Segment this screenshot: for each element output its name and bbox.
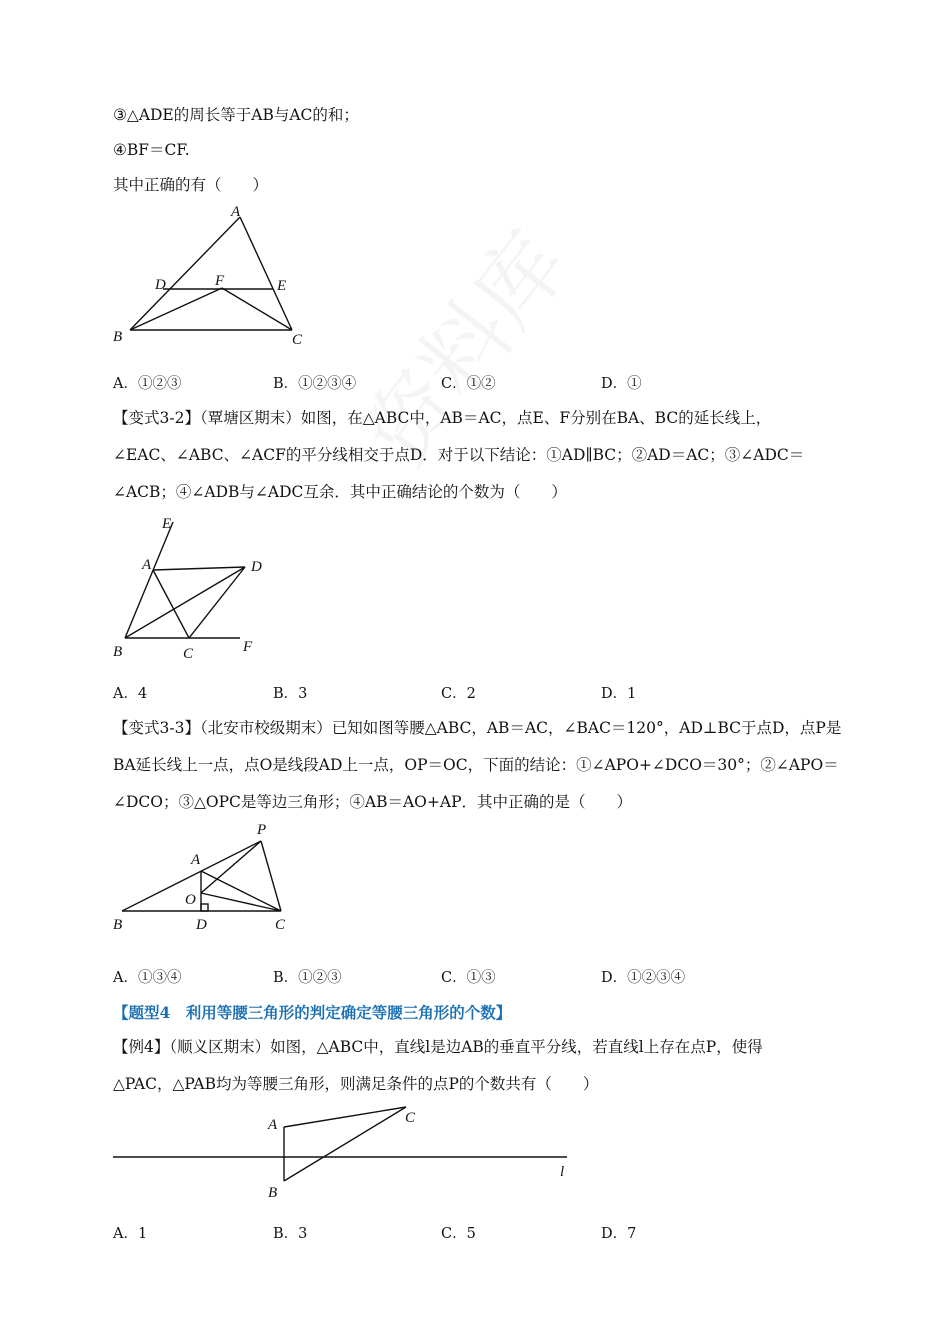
label-a: A [191, 852, 201, 868]
label-c: C [405, 1110, 416, 1126]
figure-angle-bisectors [105, 510, 285, 665]
label-e: E [162, 516, 172, 532]
label-d: D [155, 277, 166, 293]
option-d[interactable]: D．① [601, 376, 642, 392]
label-b: B [268, 1185, 278, 1201]
figure-triangle-ade [105, 200, 325, 350]
label-e: E [277, 278, 287, 294]
label-b: B [113, 917, 123, 933]
label-p: P [257, 822, 267, 838]
option-d[interactable]: D．7 [601, 1226, 637, 1242]
ex4-line-2: △PAC，△PAB均为等腰三角形，则满足条件的点P的个数共有（ ） [113, 1075, 599, 1093]
label-c: C [183, 646, 194, 662]
label-f: F [215, 273, 225, 289]
label-b: B [113, 329, 123, 345]
option-c[interactable]: C．①② [441, 376, 496, 392]
statement-3: ③△ADE的周长等于AB与AC的和； [113, 106, 359, 124]
option-b[interactable]: B．3 [273, 686, 308, 702]
q33-line-1: 【变式3-3】（北安市校级期末）已知如图等腰△ABC，AB＝AC，∠BAC＝120°，AD⊥BC于点D，点P是 [113, 719, 842, 737]
label-a: A [231, 204, 241, 220]
label-d: D [251, 559, 262, 575]
option-a[interactable]: A．1 [113, 1226, 148, 1242]
label-f: F [243, 639, 253, 655]
option-c[interactable]: C．2 [441, 686, 476, 702]
option-b[interactable]: B．3 [273, 1226, 308, 1242]
q33-line-3: ∠DCO；③△OPC是等边三角形；④AB＝AO+AP．其中正确的是（ ） [113, 793, 632, 811]
option-d[interactable]: D．①②③④ [601, 970, 686, 986]
q33-line-2: BA延长线上一点，点O是线段AD上一点，OP＝OC，下面的结论：①∠APO+∠DCO＝30°；②∠APO＝ [113, 756, 839, 774]
q32-line-1: 【变式3-2】（覃塘区期末）如图，在△ABC中，AB＝AC，点E、F分别在BA、BC的延长线上， [113, 409, 772, 427]
figure-perpendicular-bisector [105, 1100, 585, 1205]
label-c: C [292, 332, 303, 348]
option-b[interactable]: B．①②③④ [273, 376, 357, 392]
section-heading: 【题型4 利用等腰三角形的判定确定等腰三角形的个数】 [113, 1003, 512, 1022]
ex4-line-1: 【例4】（顺义区期末）如图，△ABC中，直线l是边AB的垂直平分线，若直线l上存在点P，使得 [113, 1038, 763, 1056]
label-a: A [142, 557, 152, 573]
option-a[interactable]: A．①②③ [113, 376, 182, 392]
label-a: A [268, 1117, 278, 1133]
option-d[interactable]: D．1 [601, 686, 637, 702]
label-c: C [275, 917, 286, 933]
option-b[interactable]: B．①②③ [273, 970, 342, 986]
label-o: O [185, 892, 196, 908]
label-d: D [196, 917, 207, 933]
q32-line-2: ∠EAC、∠ABC、∠ACF的平分线相交于点D．对于以下结论：①AD∥BC；②AD＝AC；③∠ADC＝ [113, 446, 805, 464]
option-a[interactable]: A．①③④ [113, 970, 182, 986]
statement-4: ④BF＝CF. [113, 141, 190, 159]
figure-isosceles-120 [105, 818, 305, 938]
option-c[interactable]: C．5 [441, 1226, 476, 1242]
label-b: B [113, 644, 123, 660]
label-line-l: l [560, 1164, 565, 1180]
option-a[interactable]: A．4 [113, 686, 148, 702]
question-prompt: 其中正确的有（ ） [113, 176, 269, 194]
option-c[interactable]: C．①③ [441, 970, 496, 986]
q32-line-3: ∠ACB；④∠ADB与∠ADC互余．其中正确结论的个数为（ ） [113, 483, 567, 501]
